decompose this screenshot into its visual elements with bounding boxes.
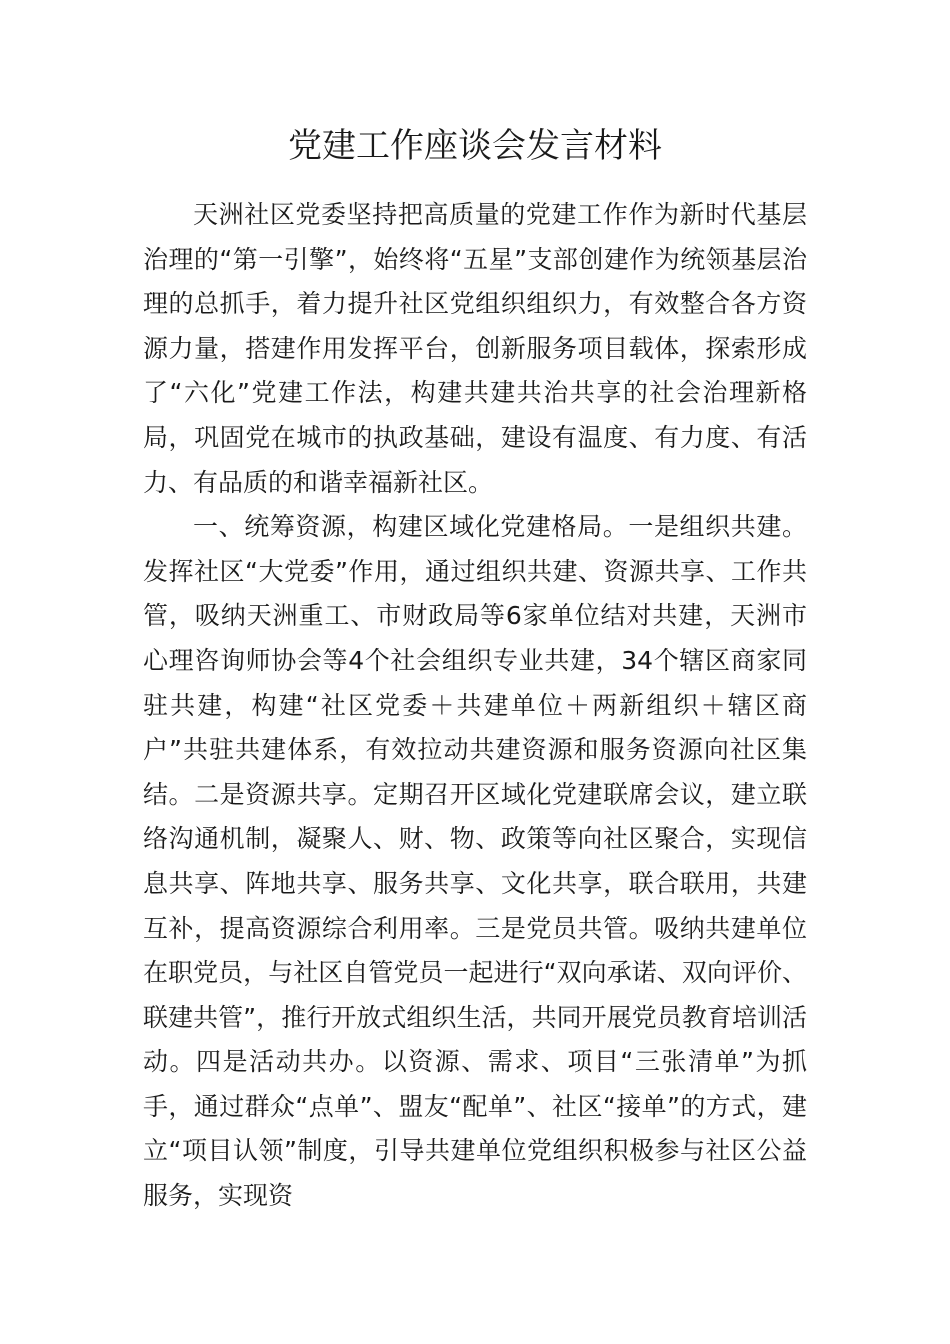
document-body — [143, 193, 807, 1219]
document-title: 党建工作座谈会发言材料 — [288, 126, 662, 166]
paragraph-section-one: 一、统筹资源，构建区域化党建格局。一是组织共建。发挥社区“大党委”作用，通过组织共建、资源共享、工作共管，吸纳天洲重工、市财政局等6家单位结对共建，天洲市心理咨询师协会等4个社会组织专业共建，34个辖区商家同驻共建，构建“社区党委＋共建单位＋两新组织＋辖区商户”共驻共建体系，有效拉动共建资源和服务资源向社区集结。二是资源共享。定期召开区域化党建联席会议，建立联络沟通机制，凝聚人、财、物、政策等向社区聚合，实现信息共享、阵地共享、服务共享、文化共享，联合联用，共建互补，提高资源综合利用率。三是党员共管。吸纳共建单位在职党员，与社区自管党员一起进行“双向承诺、双向评价、联建共管”，推行开放式组织生活，共同开展党员教育培训活动。四是活动共办。以资源、需求、项目“三张清单”为抓手，通过群众“点单”、盟友“配单”、社区“接单”的方式，建立“项目认领”制度，引导共建单位党组织积极参与社区公益服务，实现资 — [143, 512, 807, 1211]
paragraph-intro: 天洲社区党委坚持把高质量的党建工作作为新时代基层治理的“第一引擎”，始终将“五星”支部创建作为统领基层治理的总抓手，着力提升社区党组织组织力，有效整合各方资源力量，搭建作用发挥平台，创新服务项目载体，探索形成了“六化”党建工作法，构建共建共治共享的社会治理新格局，巩固党在城市的执政基础，建设有温度、有力度、有活力、有品质的和谐幸福新社区。 — [143, 200, 807, 497]
